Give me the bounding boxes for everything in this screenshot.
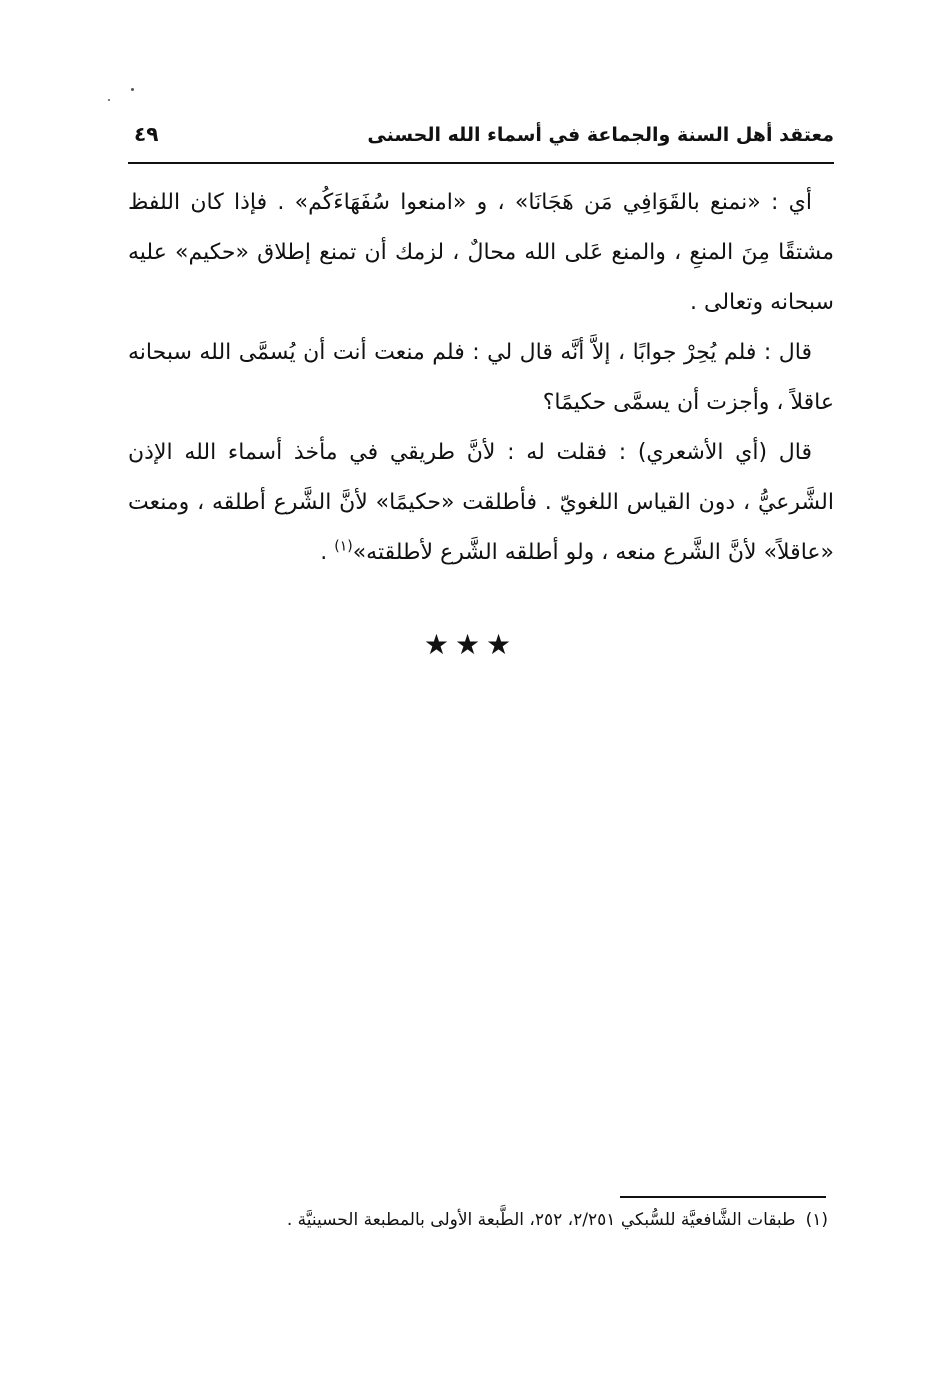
section-separator: ★★★	[423, 628, 518, 661]
paragraph-3	[128, 428, 834, 578]
scan-speck	[131, 88, 134, 91]
closing-mark: .	[320, 540, 335, 565]
running-title: معتقد أهل السنة والجماعة في أسماء الله الحسنى	[367, 124, 834, 146]
page-number: ٤٩	[134, 122, 159, 146]
footnote	[128, 1206, 828, 1234]
scan-speck	[108, 99, 110, 101]
header-rule	[128, 162, 834, 164]
body-text	[128, 178, 834, 578]
footnote-number: (١)	[805, 1210, 828, 1230]
paragraph-2: قال : فلم يُحِرْ جوابًا ، إلاَّ أنَّه قال لي : فلم منعت أنت أن يُسمَّى الله سبحانه عاقلاً ، وأجزت أن يسمَّى حكيمًا؟	[128, 340, 834, 415]
paragraph-3-text: قال (أي الأشعري) : فقلت له : لأنَّ طريقي في مأخذ أسماء الله الإذن الشَّرعيُّ ، دون القياس اللغويّ . فأطلقت «حكيمًا» لأنَّ الشَّرع أطلقه ، ومنعت «عاقلاً» لأنَّ الشَّرع منعه ، ولو أطلقه الشَّرع لأطلقته»	[128, 440, 834, 565]
footnote-text: طبقات الشَّافعيَّة للسُّبكي ٢/٢٥١، ٢٥٢، الطَّبعة الأولى بالمطبعة الحسينيَّة .	[286, 1210, 796, 1230]
footnote-rule	[620, 1196, 826, 1198]
page-header	[128, 118, 834, 158]
footnote-reference: (١)	[334, 538, 353, 555]
paragraph-1: أي : «نمنع بالقَوَافِي مَن هَجَانَا» ، و «امنعوا سُفَهَاءَكُم» . فإذا كان اللفظ مشتقًا مِنَ المنعِ ، والمنع عَلى الله محالٌ ، لزمك أن تمنع إطلاق «حكيم» عليه سبحانه وتعالى .	[128, 190, 834, 315]
